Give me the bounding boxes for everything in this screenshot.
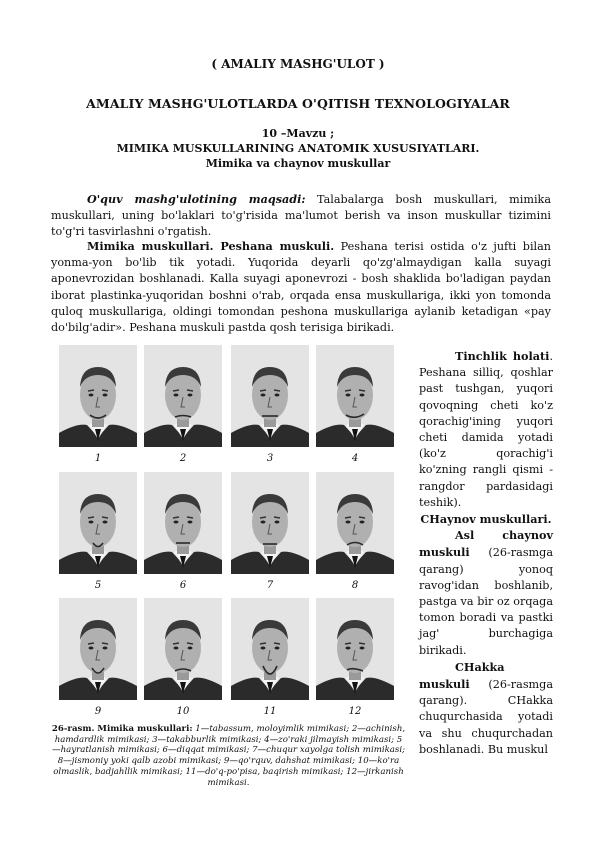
face-number-11: 11 <box>263 706 277 717</box>
goal-label: O'quv mashg'ulotining maqsadi: <box>87 192 306 206</box>
chakka-text: (26-rasmga qarang). CHakka chuqurchasida yotadi va shu chuqurchadan boshlanadi. Bu muskul <box>419 678 553 756</box>
tinchlik-text: . Peshana silliq, qoshlar past tushgan, yuqori qovoqning cheti ko'z qorachig'ining yuqori cheti damida yotadi (ko'z qorachig'i ko'zning rangli qismi - rangdor pardasidagi teshik). <box>419 350 553 509</box>
face-photo-3 <box>231 345 309 447</box>
topic-heading <box>0 126 596 171</box>
face-photo-10 <box>144 598 222 700</box>
face-photo-12 <box>316 598 394 700</box>
facial-expressions-figure <box>51 343 406 803</box>
face-number-6: 6 <box>179 580 187 591</box>
chakka-paragraph <box>419 659 553 758</box>
asl-text: (26-rasmga qarang) yonoq ravog'idan boshlanib, pastga va bir oz orqaga tomon boradi va pastki jag' burchagiga birikadi. <box>419 546 553 657</box>
face-photo-9 <box>59 598 137 700</box>
caption-label: 26-rasm. Mimika muskullari: <box>51 724 193 734</box>
face-photo-4 <box>316 345 394 447</box>
tinchlik-label: Tinchlik holati <box>455 349 550 363</box>
face-photo-7 <box>231 472 309 574</box>
goal-paragraph <box>51 191 551 241</box>
chakka-label: CHakka muskuli <box>419 659 505 692</box>
face-photo-2 <box>144 345 222 447</box>
face-number-2: 2 <box>179 453 187 464</box>
face-number-5: 5 <box>94 580 102 591</box>
face-number-9: 9 <box>94 706 102 717</box>
practical-title: ( AMALIY MASHG'ULOT ) <box>211 57 385 71</box>
face-number-1: 1 <box>94 453 102 464</box>
topic-title: MIMIKA MUSKULLARINING ANATOMIK XUSUSIYATLARI. <box>116 142 480 155</box>
face-number-8: 8 <box>351 580 359 591</box>
face-number-12: 12 <box>348 706 362 717</box>
face-number-4: 4 <box>351 453 359 464</box>
face-photo-5 <box>59 472 137 574</box>
topic-number: 10 –Mavzu ; <box>261 127 335 140</box>
figure-caption <box>51 724 406 788</box>
asl-paragraph <box>419 527 553 659</box>
right-column-text <box>419 348 553 758</box>
face-photo-1 <box>59 345 137 447</box>
face-number-10: 10 <box>176 706 190 717</box>
face-photo-8 <box>316 472 394 574</box>
mimika-paragraph <box>51 238 551 336</box>
course-title: AMALIY MASHG'ULOTLARDA O'QITISH TEXNOLOGIYALAR <box>86 96 510 111</box>
face-photo-6 <box>144 472 222 574</box>
mimika-text: Peshana terisi ostida o'z jufti bilan yonma-yon bo'lib tik yotadi. Yuqorida deyarli qo'zg'almaydigan kalla suyagi aponevrozidan boshlanadi. Kalla suyagi aponevrozi - bosh shaklida bo'ladigan paydan iborat plastinka-yuqoridan boshni o'rab, orqada ensa muskullariga, ikki yon tomonda quloq muskullariga, oldingi tomondan peshona muskullariga aylanib ketadigan «pay do'bilg'adir». Peshana muskuli pastda qosh terisiga birikadi. <box>51 240 551 335</box>
goal-text: Talabalarga bosh muskullari, mimika muskullari, uning bo'laklari to'g'risida ma'lumot berish va inson muskullar tizimini to'g'ri tasvirlashni o'rgatish. <box>51 193 551 239</box>
chaynov-title: CHaynov muskullari. <box>420 512 552 527</box>
topic-subtitle: Mimika va chaynov muskullar <box>205 157 391 170</box>
asl-label: Asl chaynov muskuli <box>419 528 553 560</box>
face-number-7: 7 <box>266 580 274 591</box>
face-photo-11 <box>231 598 309 700</box>
mimika-label: Mimika muskullari. Peshana muskuli. <box>87 239 335 253</box>
tinchlik-paragraph <box>419 348 553 511</box>
face-number-3: 3 <box>266 453 274 464</box>
caption-text: 1—tabassum, moloyimlik mimikasi; 2—achinish, hamdardlik mimikasi; 3—takabburlik mimikasi; 4—zo'raki jilmayish mimikasi; 5—hayratlanish mimikasi; 6—diqqat mimikasi; 7—chuqur xayolga tolish mimikasi; 8—jismoniy yoki qalb azobi mimikasi; 9—qo'rquv, dahshat mimikasi; 10—ko'ra olmaslik, badjahllik mimikasi; 11—do'q-po'pisa, baqirish mimikasi; 12—jirkanish mimikasi. <box>52 724 406 788</box>
